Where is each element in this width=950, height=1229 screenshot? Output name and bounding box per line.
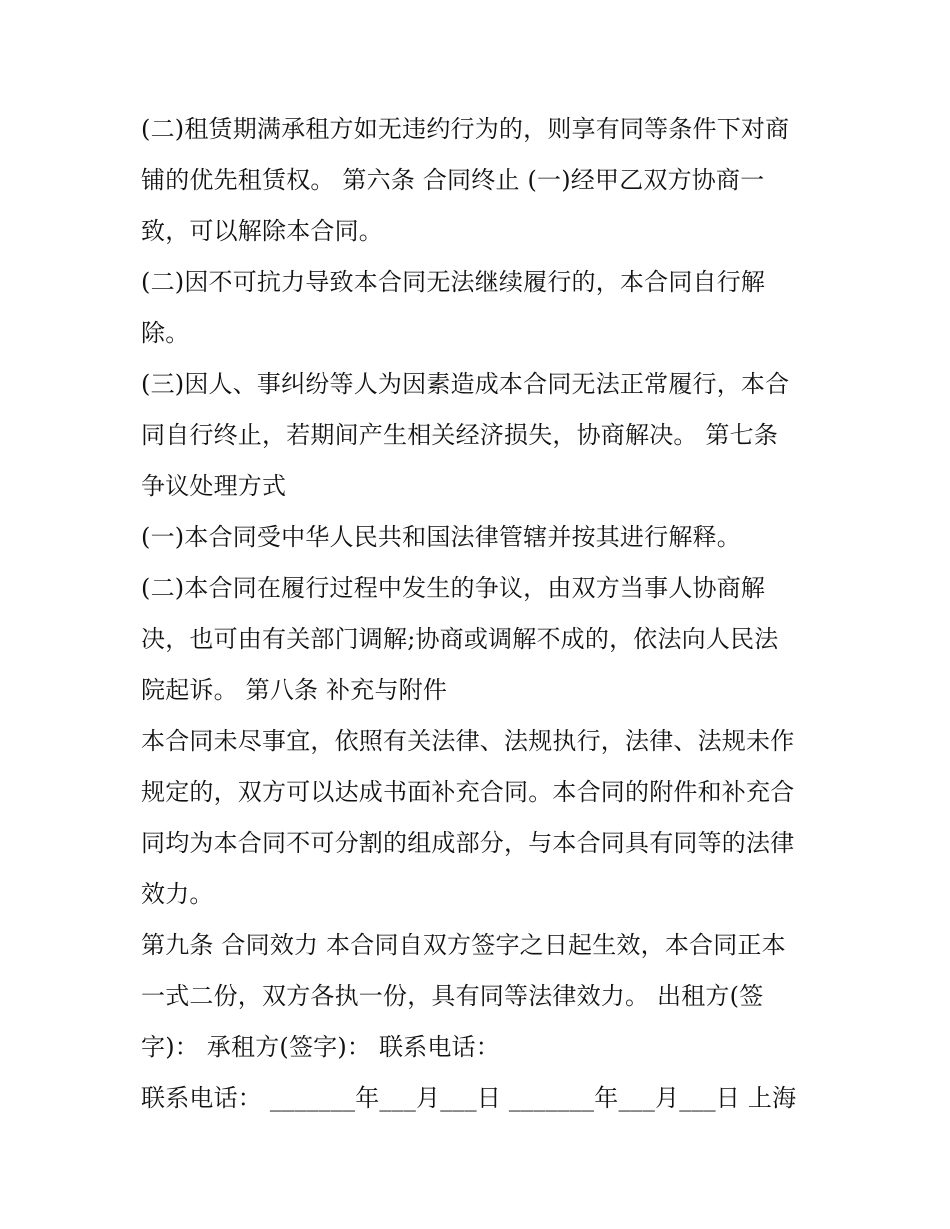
- text-line-1: (二)租赁期满承租方如无违约行为的，则享有同等条件下对商: [141, 115, 790, 143]
- text-line-15: 同均为本合同不可分割的组成部分，与本合同具有同等的法律: [141, 829, 795, 857]
- text-line-12: 院起诉。 第八条 补充与附件: [141, 676, 448, 704]
- text-line-6: (三)因人、事纠纷等人为因素造成本合同无法正常履行，本合: [141, 370, 790, 398]
- text-line-10: (二)本合同在履行过程中发生的争议，由双方当事人协商解: [141, 574, 766, 602]
- text-line-13: 本合同未尽事宜，依照有关法律、法规执行，法律、法规未作: [141, 727, 795, 755]
- text-line-7: 同自行终止，若期间产生相关经济损失，协商解决。 第七条: [141, 421, 779, 449]
- text-line-19: 字)： 承租方(签字)： 联系电话：: [141, 1033, 500, 1061]
- text-line-9: (一)本合同受中华人民共和国法律管辖并按其进行解释。: [141, 523, 741, 551]
- text-line-8: 争议处理方式: [141, 472, 287, 500]
- text-line-20: 联系电话： _______年___月___日 _______年___月___日 上海: [141, 1084, 797, 1112]
- text-line-3: 致，可以解除本合同。: [141, 217, 383, 245]
- text-line-18: 一式二份，双方各执一份，具有同等法律效力。 出租方(签: [141, 982, 764, 1010]
- text-line-17: 第九条 合同效力 本合同自双方签字之日起生效，本合同正本: [141, 931, 786, 959]
- text-line-4: (二)因不可抗力导致本合同无法继续履行的，本合同自行解: [141, 268, 766, 296]
- text-line-2: 铺的优先租赁权。 第六条 合同终止 (一)经甲乙双方协商一: [141, 166, 765, 194]
- text-line-11: 决，也可由有关部门调解;协商或调解不成的，依法向人民法: [141, 625, 779, 653]
- text-line-5: 除。: [141, 319, 190, 347]
- text-line-14: 规定的，双方可以达成书面补充合同。本合同的附件和补充合: [141, 778, 795, 806]
- text-line-16: 效力。: [141, 880, 214, 908]
